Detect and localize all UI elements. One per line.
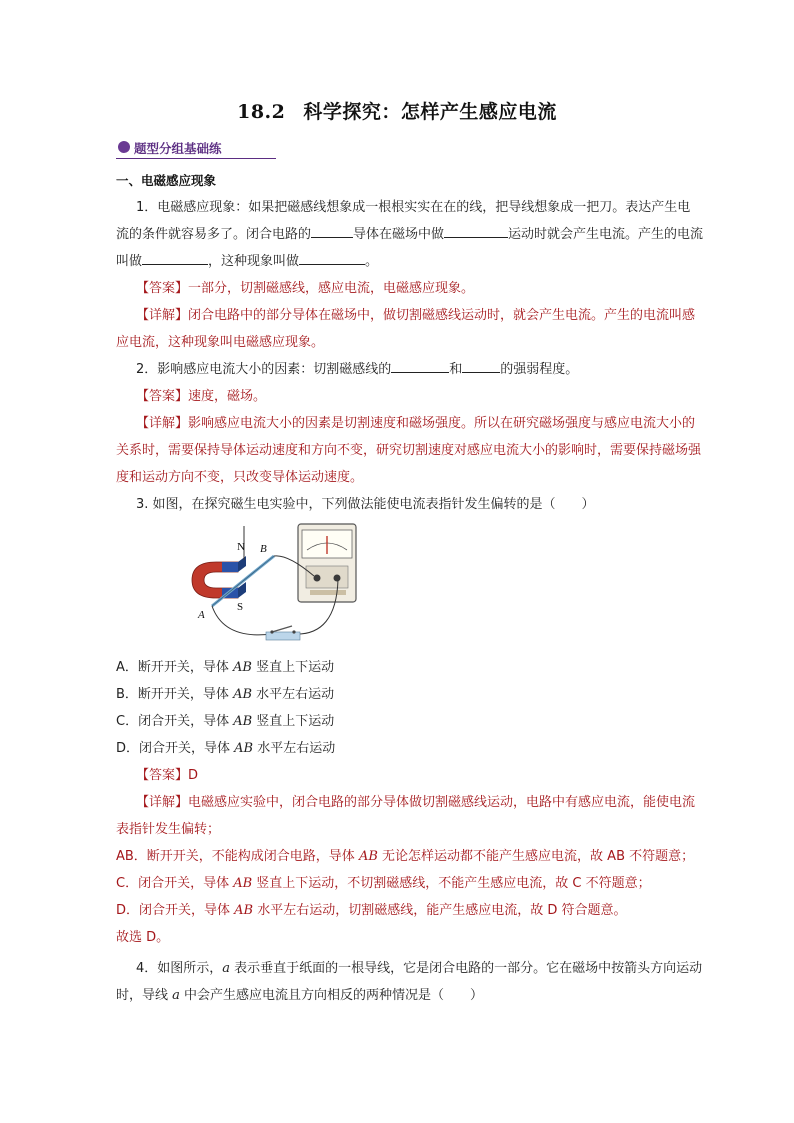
option-b[interactable] [116,681,334,708]
category-heading: 一、电磁感应现象 [116,173,217,188]
question-3 [116,491,712,518]
fill-blank[interactable] [444,223,508,238]
q3-detail-ab [116,843,712,870]
question-1 [116,194,712,356]
title-text: 科学探究：怎样产生感应电流 [303,101,557,123]
q1-text: 导体在磁场中做 [353,227,445,242]
q3-detail-cont: 表指针发生偏转； [116,822,221,837]
q3-answer [116,762,712,789]
label-b: B [260,543,267,555]
q2-text: 的强弱程度。 [500,362,579,377]
q2-detail [116,410,712,437]
q4-text: 表示垂直于纸面的一根导线，它是闭合电路的一部分。它在磁场中按箭头方向运动 [230,961,703,976]
section-tag [116,138,276,159]
q2-answer [116,383,712,410]
bullet-dot-icon [118,141,130,153]
section-tag-label: 题型分组基础练 [134,141,222,156]
q4-text: 中会产生感应电流且方向相反的两种情况是（ ） [179,988,484,1003]
detail-var: AB [233,876,253,891]
option-a[interactable] [116,654,334,681]
q2-text: 2．影响感应电流大小的因素：切割磁感线的 [136,362,392,377]
option-suffix: 水平左右运动 [253,741,336,756]
detail-text: AB．断开开关，不能构成闭合电路，导体 [116,849,359,864]
fill-blank[interactable] [142,250,208,265]
label-a: A [198,609,205,621]
page-title [0,97,794,124]
option-var: AB [233,714,253,729]
detail-text: 影响感应电流大小的因素是切割速度和磁场强度。所以在研究磁场强度与感应电流大小的 [188,416,696,431]
q2-text: 和 [449,362,463,377]
q3-detail-c [116,870,712,897]
option-var: AB [233,660,252,675]
detail-tag: 【详解】 [136,308,189,323]
fill-blank[interactable] [299,250,365,265]
detail-var: AB [358,849,378,864]
answer-text: D [188,768,199,783]
question-4 [116,955,712,1009]
option-c[interactable] [116,708,334,735]
title-number: 18.2 [237,101,286,123]
detail-tag: 【详解】 [136,416,189,431]
detail-text: 闭合电路中的部分导体在磁场中，做切割磁感线运动时，就会产生电流。产生的电流叫感 [188,308,696,323]
detail-text: C．闭合开关，导体 [116,876,234,891]
detail-var: AB [234,903,254,918]
fill-blank[interactable] [311,223,353,238]
q4-text: 时，导线 [116,988,173,1003]
q1-detail-cont: 应电流，这种现象叫电磁感应现象。 [116,335,325,350]
detail-text: 电磁感应实验中，闭合电路的部分导体做切割磁感线运动，电路中有感应电流，能使电流 [188,795,696,810]
option-var: AB [233,687,253,702]
q1-text: 。 [365,254,379,269]
detail-tag: 【详解】 [136,795,189,810]
q3-conclusion: 故选 D。 [116,930,170,945]
option-d[interactable] [116,735,335,762]
q4-text: 4．如图所示， [136,961,223,976]
q3-solution [116,762,712,951]
q1-detail [116,302,712,329]
switch-icon [266,626,300,640]
option-prefix: B．断开开关，导体 [116,687,234,702]
q4-line-2 [116,982,712,1009]
fill-blank[interactable] [391,358,449,373]
q1-line-1: 1．电磁感应现象：如果把磁感线想象成一根根实实在在的线，把导线想象成一把刀。表达产生电 [136,200,691,215]
option-suffix: 竖直上下运动 [251,660,335,675]
galvanometer-icon [298,524,356,602]
option-prefix: D．闭合开关，导体 [116,741,235,756]
question-2 [116,356,712,491]
answer-tag: 【答案】 [136,768,189,783]
answer-tag: 【答案】 [136,281,189,296]
q1-text: 运动时就会产生电流。产生的电流 [508,227,704,242]
fill-blank[interactable] [462,358,500,373]
induction-experiment-figure [186,522,376,650]
detail-text: 无论怎样运动都不能产生感应电流，故 AB 不符题意； [377,849,695,864]
option-suffix: 竖直上下运动 [252,714,335,729]
option-var: AB [234,741,254,756]
q1-text: ，这种现象叫做 [208,254,300,269]
q2-detail-cont: 度和运动方向不变，只改变导体运动速度。 [116,470,364,485]
q1-answer [116,275,712,302]
detail-text: D．闭合开关，导体 [116,903,235,918]
q4-var: a [222,961,231,976]
q3-detail [116,789,712,816]
q4-var: a [172,988,180,1003]
answer-text: 速度，磁场。 [188,389,267,404]
q3-detail-d [116,897,712,924]
label-n: N [237,541,245,553]
q1-line-3 [116,248,712,275]
q1-text: 流的条件就容易多了。闭合电路的 [116,227,312,242]
horseshoe-magnet-icon [192,556,246,598]
option-suffix: 水平左右运动 [252,687,335,702]
q2-line-1 [116,356,712,383]
detail-text: 竖直上下运动，不切割磁感线，不能产生感应电流，故 C 不符题意； [252,876,651,891]
option-prefix: C．闭合开关，导体 [116,714,234,729]
q3-stem: 3. 如图，在探究磁生电实验中，下列做法能使电流表指针发生偏转的是（ ） [136,497,595,512]
label-s: S [237,601,244,613]
q2-detail-cont: 关系时，需要保持导体运动速度和方向不变，研究切割速度对感应电流大小的影响时，需要保持磁场强 [116,443,702,458]
q4-line-1 [116,955,712,982]
answer-tag: 【答案】 [136,389,189,404]
option-prefix: A．断开开关，导体 [116,660,234,675]
detail-text: 水平左右运动，切割磁感线，能产生感应电流，故 D 符合题意。 [253,903,627,918]
answer-text: 一部分，切割磁感线，感应电流，电磁感应现象。 [188,281,475,296]
q1-text: 叫做 [116,254,143,269]
q1-line-2 [116,221,712,248]
